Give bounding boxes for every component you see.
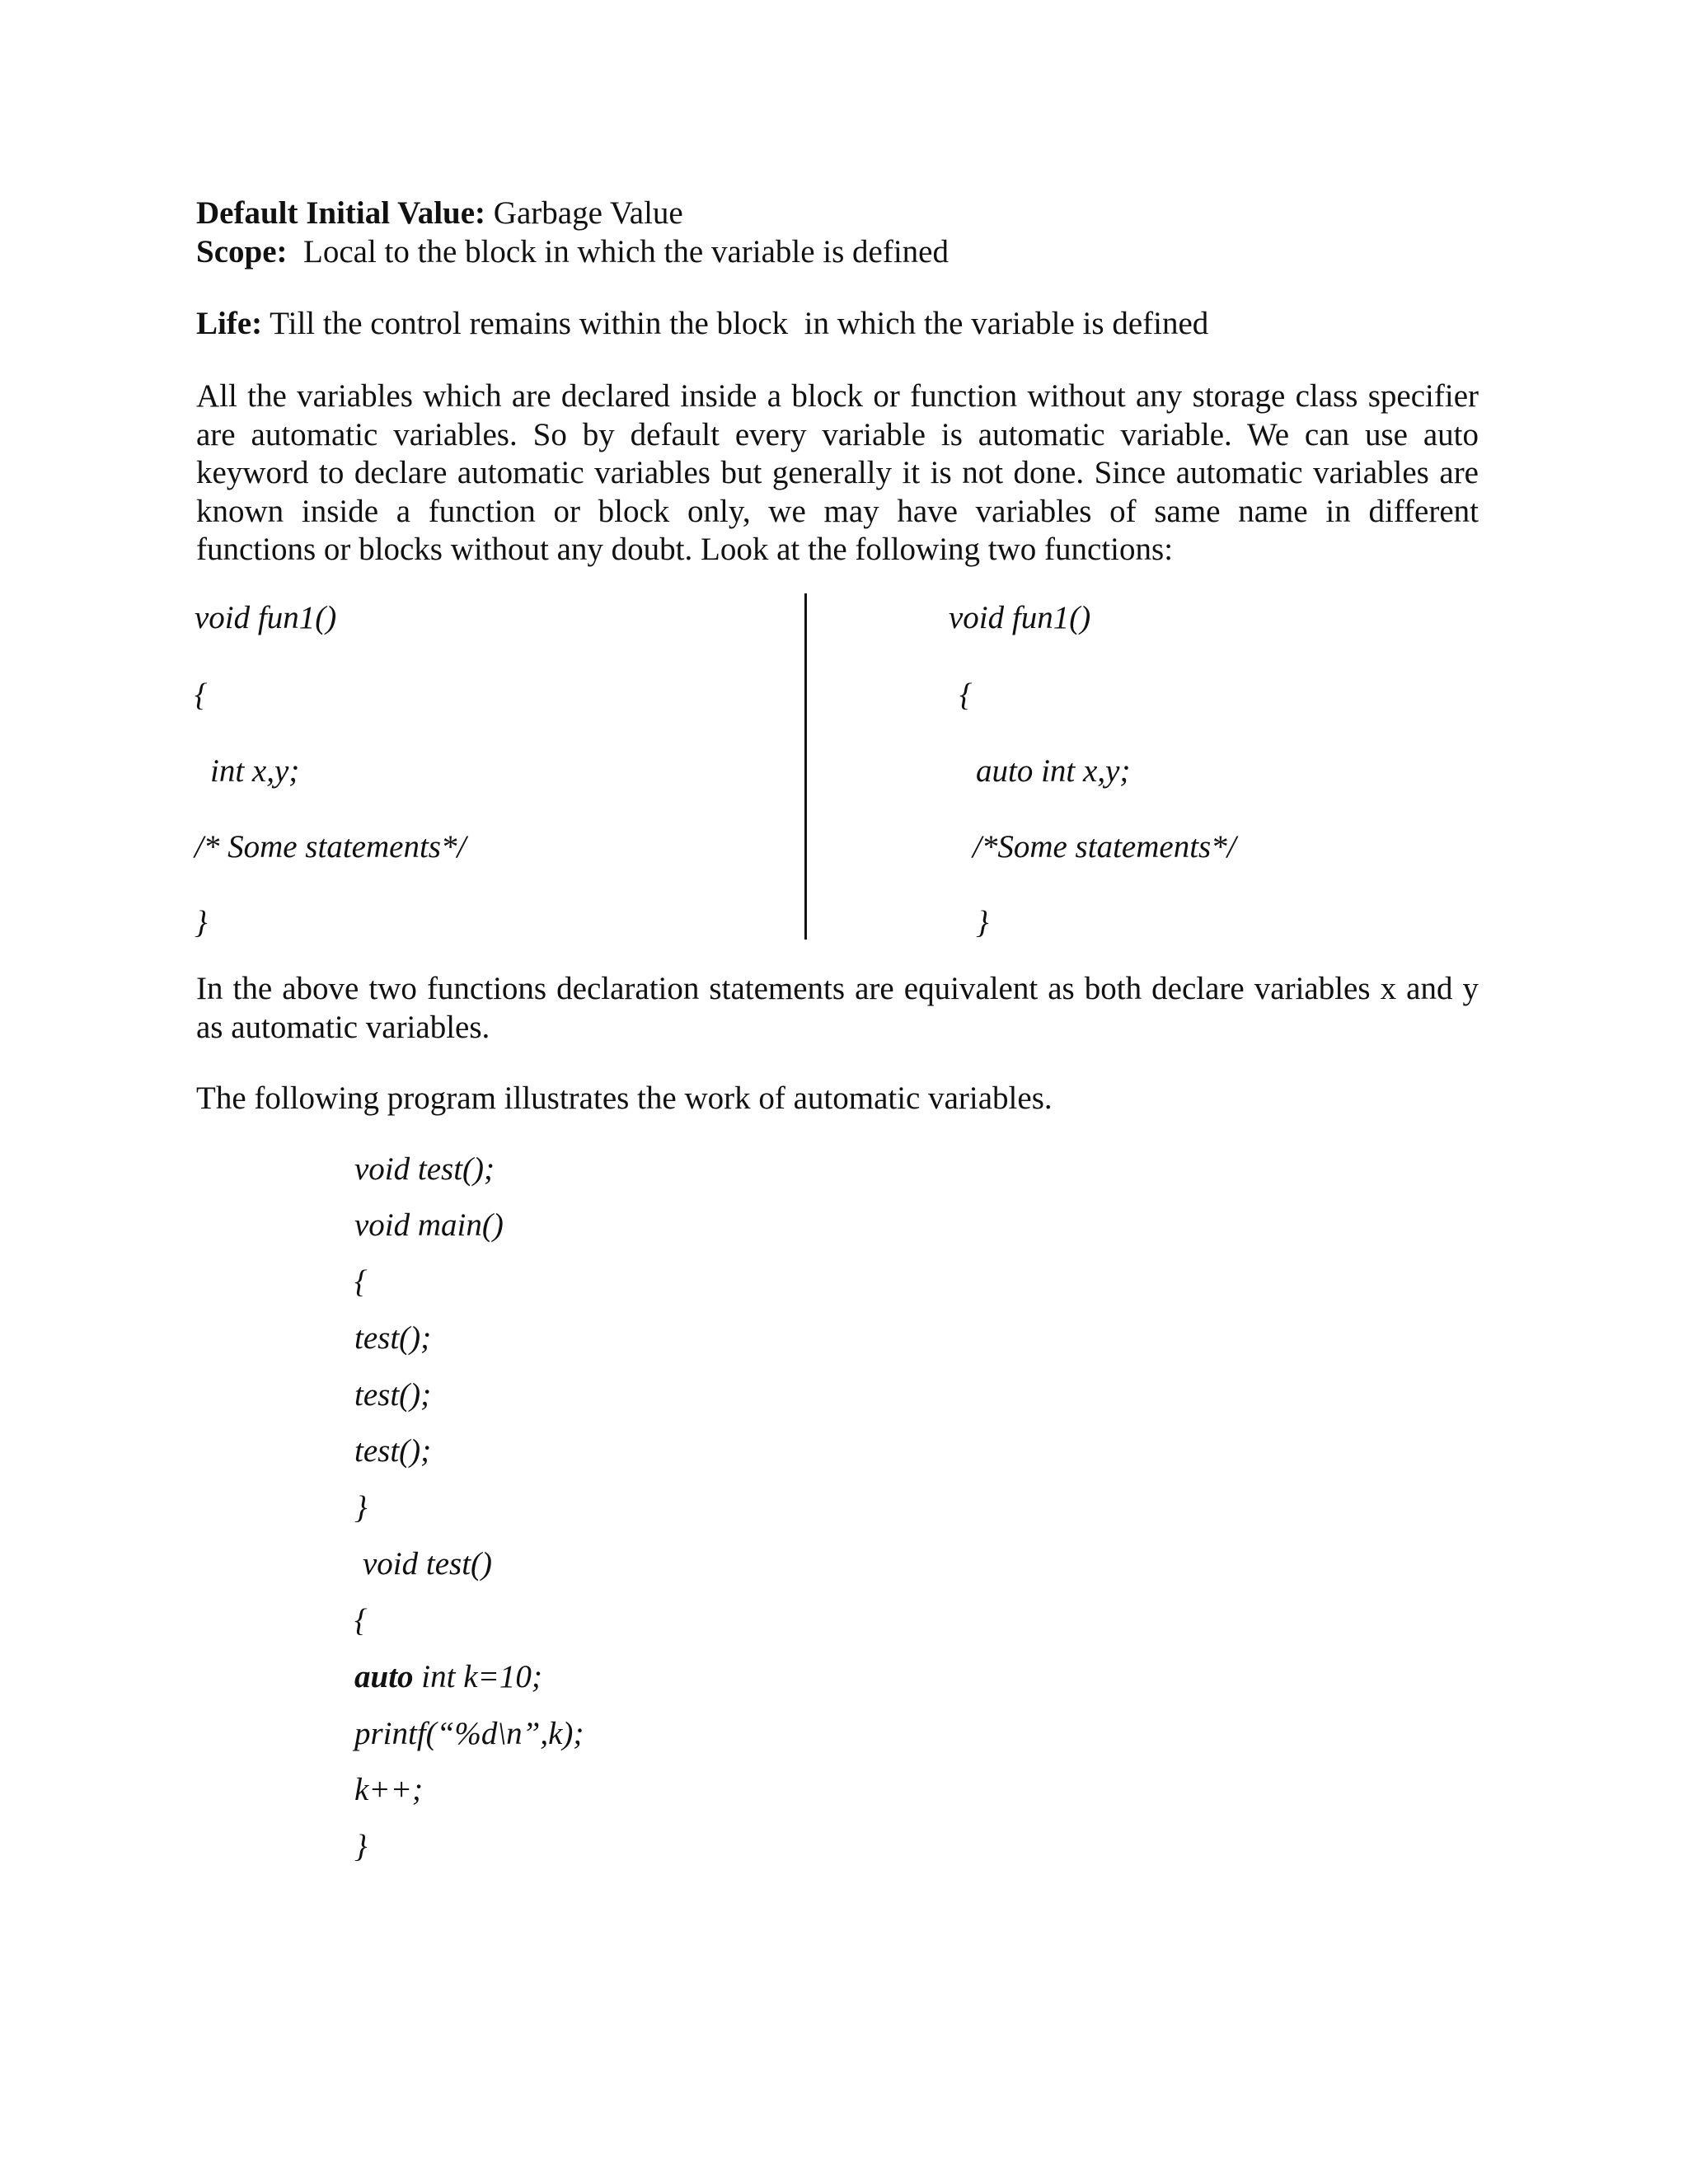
scope-line: [196, 233, 949, 271]
program-main-close-brace: }: [354, 1490, 368, 1526]
life-label: Life:: [196, 306, 263, 341]
default-initial-value-text: Garbage Value: [485, 195, 683, 231]
intro-line: known inside a function or block only, we may have variables of same name in different: [196, 493, 1479, 529]
right-function-comment: /*Some statements*/: [973, 829, 1236, 865]
intro-paragraph: [196, 377, 1479, 569]
program-prototype: void test();: [354, 1151, 495, 1187]
left-function-declaration: int x,y;: [210, 753, 300, 789]
program-main-signature: void main(): [354, 1207, 504, 1243]
program-intro: The following program illustrates the work of automatic variables.: [196, 1080, 1053, 1116]
program-auto-declaration: [354, 1658, 542, 1696]
scope-label: Scope:: [196, 234, 288, 269]
program-test-call: test();: [354, 1320, 432, 1356]
intro-line: are automatic variables. So by default every variable is automatic variable. We can use auto: [196, 416, 1479, 452]
left-function-close-brace: }: [195, 905, 208, 940]
scope-text: Local to the block in which the variable is defined: [287, 234, 949, 269]
program-test-call: test();: [354, 1433, 432, 1469]
left-function-comment: /* Some statements*/: [195, 829, 467, 865]
right-function-declaration: auto int x,y;: [976, 753, 1131, 789]
program-printf-line: printf(“%d\n”,k);: [354, 1716, 584, 1751]
program-increment-line: k++;: [354, 1772, 423, 1807]
life-text: Till the control remains within the block in which the variable is defined: [262, 306, 1209, 341]
program-test-call: test();: [354, 1377, 432, 1413]
left-function-open-brace: {: [195, 677, 208, 713]
auto-keyword: auto: [354, 1659, 414, 1694]
column-divider: [804, 593, 807, 940]
intro-line: keyword to declare automatic variables but generally it is not done. Since automatic variables are: [196, 455, 1479, 490]
life-line: [196, 305, 1208, 343]
program-main-open-brace: {: [354, 1264, 368, 1300]
auto-declaration-rest: int k=10;: [413, 1659, 542, 1694]
default-initial-value-label: Default Initial Value:: [196, 195, 486, 231]
right-function-open-brace: {: [959, 677, 973, 713]
equivalence-line: In the above two functions declaration statements are equivalent as both declare variables x and y: [196, 971, 1479, 1006]
equivalence-paragraph: [196, 970, 1479, 1047]
right-function-signature: void fun1(): [949, 600, 1091, 635]
program-test-close-brace: }: [354, 1829, 368, 1864]
left-function-signature: void fun1(): [195, 600, 337, 635]
intro-line: All the variables which are declared inside a block or function without any storage class specifier: [196, 378, 1479, 414]
program-test-open-brace: {: [354, 1603, 368, 1638]
equivalence-line: as automatic variables.: [196, 1009, 490, 1045]
intro-line: functions or blocks without any doubt. Look at the following two functions:: [196, 532, 1174, 567]
program-test-signature: void test(): [363, 1546, 493, 1582]
right-function-close-brace: }: [976, 905, 989, 940]
default-initial-value-line: [196, 194, 683, 232]
